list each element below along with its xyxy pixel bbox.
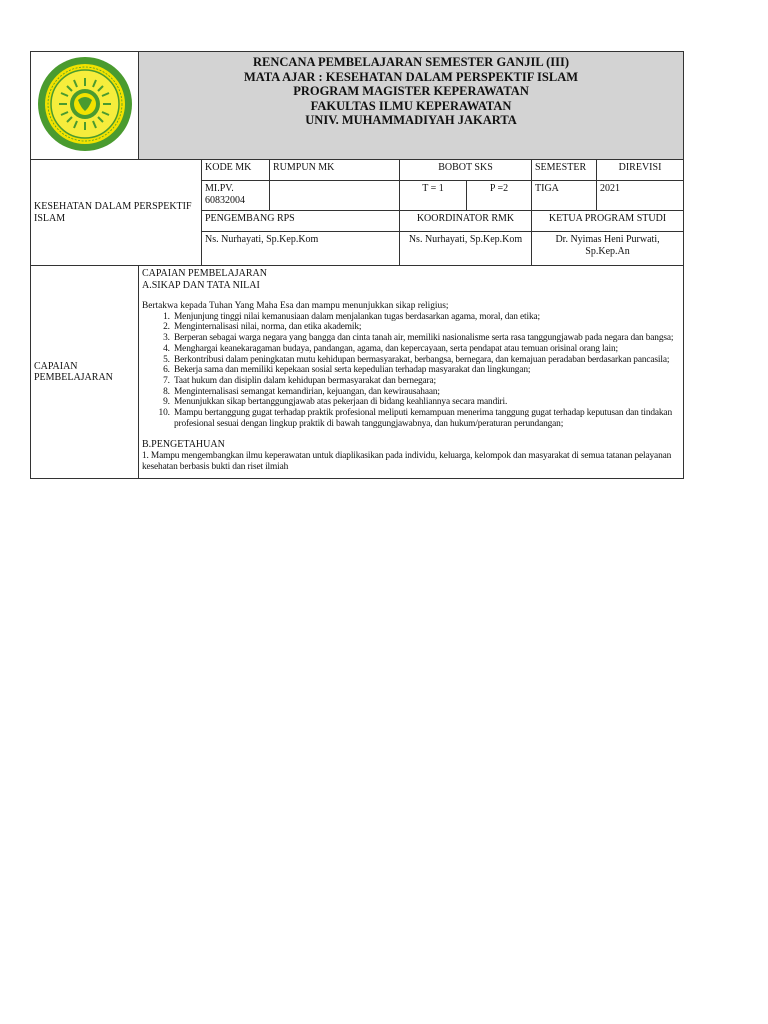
col-bobot-sks: BOBOT SKS	[400, 160, 532, 181]
list-item: 10. Mampu bertanggung gugat terhadap praktik profesional meliputi kemampuan menerima tanggung gugat terhadap keputusan dan tindakan profesional sesuai dengan lingkup praktik di bawah tanggungjawabnya, dan hukum/peraturan perundangan;	[172, 408, 680, 429]
course-header-row	[31, 160, 684, 181]
document-title-block	[139, 52, 684, 160]
capaian-label: CAPAIAN PEMBELAJARAN	[31, 266, 139, 479]
col-kode-mk: KODE MK	[202, 160, 270, 181]
list-item: 3. Berperan sebagai warga negara yang bangga dan cinta tanah air, memiliki nasionalisme serta rasa tanggungjawab pada negara dan bangsa;	[172, 333, 680, 344]
semester-value: TIGA	[532, 181, 597, 211]
capaian-content	[139, 266, 684, 479]
list-item: 4. Menghargai keanekaragaman budaya, pandangan, agama, dan kepercayaan, serta pendapat atau temuan orisinal orang lain;	[172, 344, 680, 355]
capaian-heading: CAPAIAN PEMBELAJARAN	[142, 268, 267, 279]
list-item: 2. Menginternalisasi nilai, norma, dan etika akademik;	[172, 322, 680, 333]
bobot-p-value: P =2	[467, 181, 532, 211]
logo-cell	[31, 52, 139, 160]
bobot-t-value: T = 1	[400, 181, 467, 211]
rumpun-mk-value	[270, 181, 400, 211]
list-item: 8. Menginternalisasi semangat kemandirian, kejuangan, dan kewirausahaan;	[172, 387, 680, 398]
title-line-2: MATA AJAR : KESEHATAN DALAM PERSPEKTIF ISLAM	[243, 69, 579, 84]
university-logo-emblem	[37, 56, 133, 152]
list-item: 6. Bekerja sama dan memiliki kepekaan sosial serta kepedulian terhadap masyarakat dan lingkungan;	[172, 365, 680, 376]
col-ketua-program-studi: KETUA PROGRAM STUDI	[532, 211, 684, 232]
direvisi-value: 2021	[597, 181, 684, 211]
col-semester: SEMESTER	[532, 160, 597, 181]
col-rumpun-mk: RUMPUN MK	[270, 160, 400, 181]
col-koordinator-rmk: KOORDINATOR RMK	[400, 211, 532, 232]
list-item: 7. Taat hukum dan disiplin dalam kehidupan bermasyarakat dan bernegara;	[172, 376, 680, 387]
section-b-heading: B.PENGETAHUAN	[142, 439, 225, 451]
ketua-value: Dr. Nyimas Heni Purwati, Sp.Kep.An	[532, 232, 684, 266]
header-row	[31, 52, 684, 160]
rps-table	[30, 51, 684, 479]
course-name: KESEHATAN DALAM PERSPEKTIF ISLAM	[31, 160, 202, 266]
university-logo	[37, 56, 133, 152]
pengetahuan-item: 1. Mampu mengembangkan ilmu keperawatan untuk diaplikasikan pada individu, keluarga, kelompok dan masyarakat di semua tatanan pelayanan kesehatan berbasis bukti dan riset ilmiah	[142, 450, 672, 472]
list-item: 1. Menjunjung tinggi nilai kemanusiaan dalam menjalankan tugas berdasarkan agama, moral, dan etika;	[172, 312, 680, 323]
list-item: 9. Menunjukkan sikap bertanggungjawab atas pekerjaan di bidang keahliannya secara mandiri.	[172, 397, 680, 408]
col-pengembang-rps: PENGEMBANG RPS	[202, 211, 400, 232]
pengembang-value: Ns. Nurhayati, Sp.Kep.Kom	[202, 232, 400, 266]
list-item: 5. Berkontribusi dalam peningkatan mutu kehidupan bermasyarakat, berbangsa, bernegara, dan kemajuan peradaban berdasarkan pancasila;	[172, 355, 680, 366]
sikap-intro: Bertakwa kepada Tuhan Yang Maha Esa dan mampu menunjukkan sikap religius;	[142, 301, 449, 311]
title-line-1: RENCANA PEMBELAJARAN SEMESTER GANJIL (III)	[253, 55, 570, 69]
title-line-5: UNIV. MUHAMMADIYAH JAKARTA	[305, 113, 517, 128]
koordinator-value: Ns. Nurhayati, Sp.Kep.Kom	[400, 232, 532, 266]
kode-mk-value: MI.PV. 60832004	[202, 181, 270, 211]
section-a-heading: A.SIKAP DAN TATA NILAI	[142, 279, 260, 291]
col-direvisi: DIREVISI	[597, 160, 684, 181]
sikap-list	[142, 312, 680, 430]
rps-document	[30, 51, 683, 479]
title-line-4: FAKULTAS ILMU KEPERAWATAN	[310, 98, 512, 113]
title-line-3: PROGRAM MAGISTER KEPERAWATAN	[293, 84, 529, 99]
capaian-row	[31, 266, 684, 479]
